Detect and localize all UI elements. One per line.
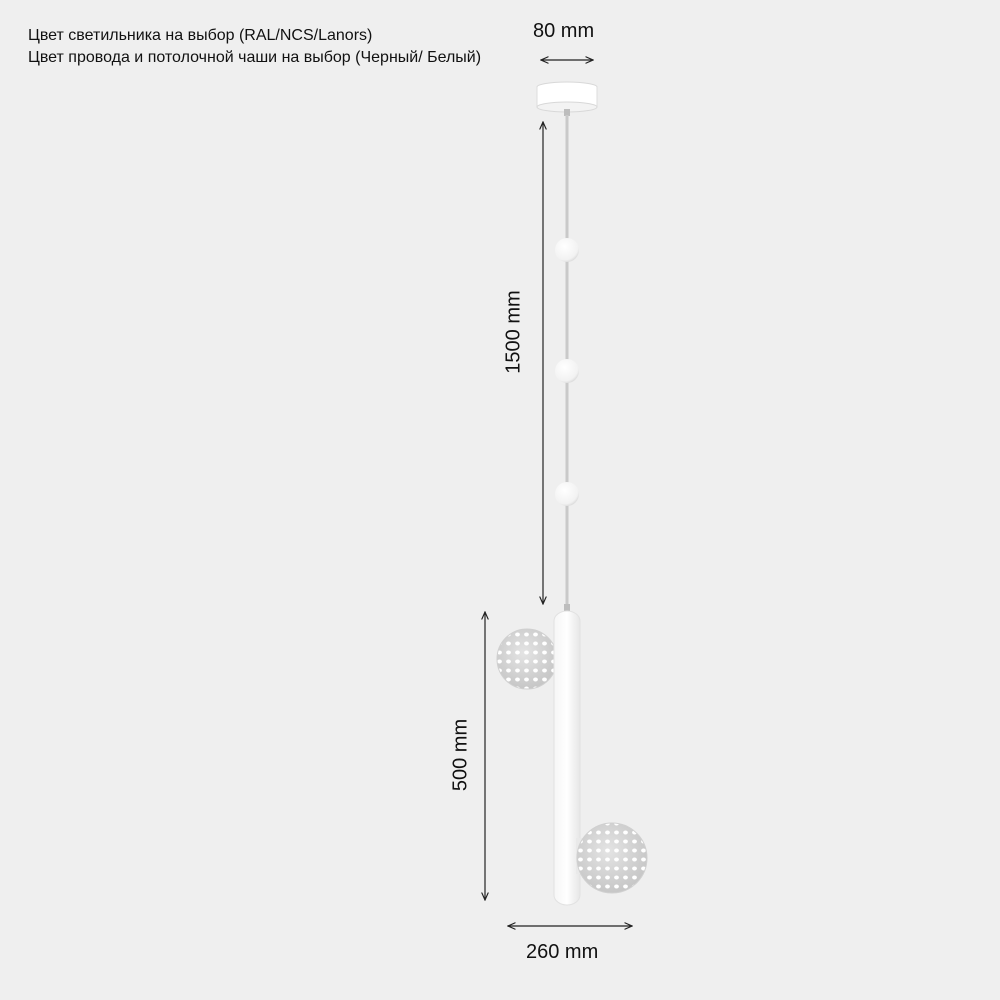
- upper-perforated-globe: [497, 629, 557, 689]
- total-width-label: 260 mm: [526, 941, 599, 963]
- body-height-label: 500 mm: [449, 718, 472, 792]
- cord-bead: [555, 238, 579, 262]
- ceiling-canopy: [537, 82, 597, 116]
- color-note-cord-canopy: Цвет провода и потолочной чаши на выбор (Черный/ Белый): [28, 49, 482, 66]
- lower-perforated-globe: [576, 823, 647, 893]
- cord-length-label: 1500 mm: [502, 290, 525, 374]
- color-note-fixture: Цвет светильника на выбор (RAL/NCS/Lanors): [28, 27, 373, 44]
- cord-bead: [555, 359, 579, 383]
- canopy-width-label: 80 mm: [533, 20, 595, 42]
- cord-bead: [555, 482, 579, 506]
